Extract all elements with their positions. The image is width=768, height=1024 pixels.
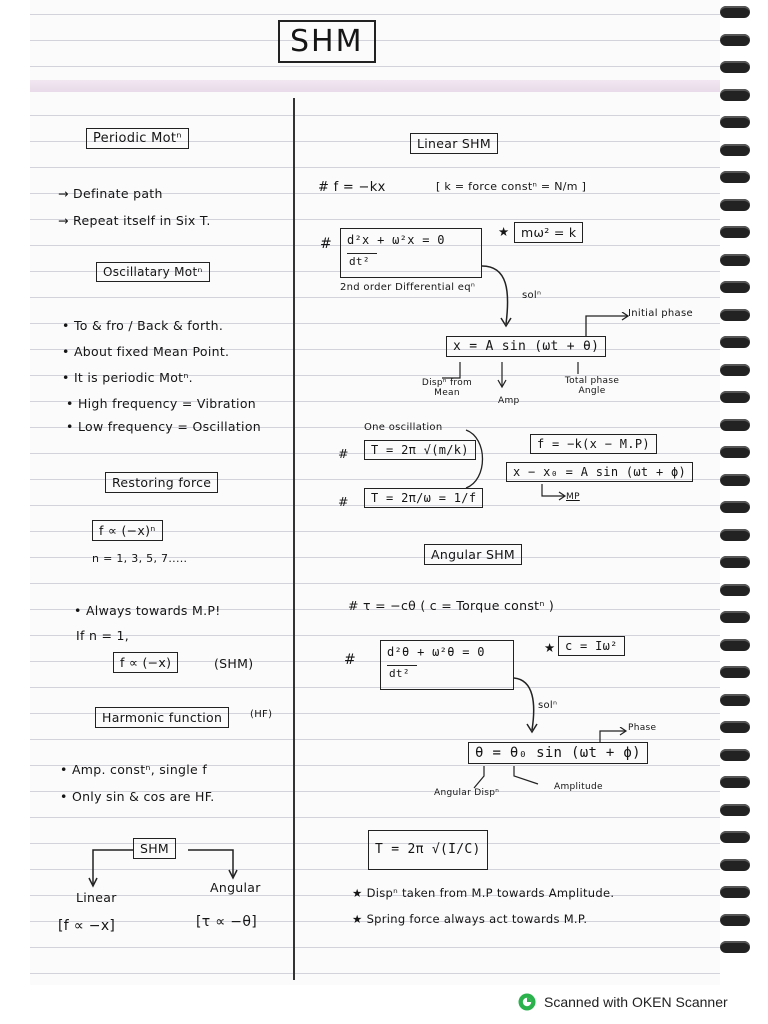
- initial-phase-label: Initial phase: [628, 308, 693, 319]
- solution-arrow: [480, 262, 520, 332]
- oken-scanner-logo-icon: [518, 993, 536, 1011]
- angular-relation: [τ ∝ −θ]: [196, 914, 257, 930]
- spiral-ring: [720, 721, 750, 733]
- spiral-ring: [720, 116, 750, 128]
- amplitude-label: Amp: [498, 396, 520, 406]
- restoring-force-formula: f ∝ (−x)ⁿ: [92, 520, 163, 541]
- spiral-ring: [720, 941, 750, 953]
- page-top-margin: [30, 80, 720, 92]
- hash-symbol-1: #: [320, 236, 333, 252]
- harmonic-tag: (HF): [250, 709, 273, 720]
- solution-label-1: solⁿ: [522, 290, 542, 301]
- force-constant-note: [ k = force constⁿ = N/m ]: [436, 180, 587, 193]
- spiral-ring: [720, 281, 750, 293]
- oscillatory-point-3: • It is periodic Motⁿ.: [62, 370, 193, 385]
- mw-squared-equation: mω² = k: [514, 222, 583, 243]
- spiral-ring: [720, 584, 750, 596]
- spiral-ring: [720, 364, 750, 376]
- mp-label: MP: [566, 492, 580, 502]
- spiral-ring: [720, 89, 750, 101]
- spiral-ring: [720, 666, 750, 678]
- harmonic-point-2: • Only sin & cos are HF.: [60, 789, 215, 804]
- linear-label: Linear: [76, 890, 117, 905]
- spiral-ring: [720, 804, 750, 816]
- hash-symbol-2: #: [338, 446, 349, 461]
- spiral-ring: [720, 446, 750, 458]
- shm-tag: (SHM): [214, 656, 254, 671]
- shm-force-formula: f ∝ (−x): [113, 652, 178, 673]
- angular-pointer-arrows: [470, 766, 560, 790]
- total-phase-label: Total phase Angle: [564, 376, 620, 396]
- spiral-ring: [720, 886, 750, 898]
- linear-diff-eq-top: d²x + ω²x = 0: [347, 233, 445, 247]
- column-divider: [293, 98, 295, 980]
- angular-diff-eq-box: [380, 640, 514, 690]
- spiral-ring: [720, 474, 750, 486]
- if-n-equals-1: If n = 1,: [76, 628, 130, 643]
- oscillatory-point-4: • High frequency = Vibration: [66, 396, 256, 411]
- second-order-label: 2nd order Differential eqⁿ: [340, 282, 476, 293]
- angular-displacement-label: Angular Dispⁿ: [434, 788, 500, 798]
- restoring-force-heading: Restoring force: [105, 472, 218, 493]
- period-equation: T = 2π √(m/k): [364, 440, 476, 460]
- spiral-ring: [720, 529, 750, 541]
- spiral-ring: [720, 391, 750, 403]
- linear-displacement-equation: x = A sin (ωt + θ): [446, 336, 606, 357]
- periodic-point-2: → Repeat itself in Six T.: [58, 213, 211, 228]
- angular-diff-eq-top: d²θ + ω²θ = 0: [387, 645, 485, 659]
- oscillatory-point-2: • About fixed Mean Point.: [62, 344, 230, 359]
- spiral-ring: [720, 144, 750, 156]
- spiral-ring: [720, 6, 750, 18]
- spiral-ring: [720, 226, 750, 238]
- initial-phase-arrow: [582, 312, 632, 338]
- shm-classification-box: SHM: [133, 838, 176, 859]
- angular-diff-eq-bottom: dt²: [389, 667, 410, 680]
- oscillatory-point-1: • To & fro / Back & forth.: [62, 318, 224, 333]
- spiral-ring: [720, 171, 750, 183]
- spiral-ring: [720, 831, 750, 843]
- scanner-watermark: [518, 990, 728, 1014]
- spiral-ring: [720, 199, 750, 211]
- spiral-ring: [720, 611, 750, 623]
- oscillation-bracket: [462, 428, 492, 492]
- restoring-note: • Always towards M.P!: [74, 603, 221, 618]
- oscillatory-motion-heading: Oscillatary Motⁿ: [96, 262, 210, 282]
- restoring-n-values: n = 1, 3, 5, 7.....: [92, 552, 188, 565]
- periodic-motion-heading: Periodic Motⁿ: [86, 128, 189, 149]
- spiral-ring: [720, 639, 750, 651]
- angular-displacement-equation: θ = θ₀ sin (ωt + ϕ): [468, 742, 648, 764]
- solution-label-2: solⁿ: [538, 700, 558, 711]
- angular-period-equation: T = 2π √(I/C): [368, 830, 488, 870]
- angular-constant-equation: c = Iω²: [558, 636, 625, 656]
- spiral-ring: [720, 336, 750, 348]
- spiral-ring: [720, 61, 750, 73]
- force-equation: # f = −kx: [318, 180, 386, 195]
- amplitude-label-2: Amplitude: [554, 782, 603, 792]
- displacement-label: Dispⁿ from Mean: [421, 378, 473, 398]
- spiral-ring: [720, 859, 750, 871]
- note-spring-force: ★ Spring force always act towards M.P.: [352, 912, 588, 926]
- angular-shm-heading: Angular SHM: [424, 544, 522, 565]
- spiral-ring: [720, 556, 750, 568]
- scanner-text: Scanned with OKEN Scanner: [544, 994, 728, 1010]
- periodic-point-1: → Definate path: [58, 186, 163, 201]
- harmonic-function-heading: Harmonic function: [95, 707, 229, 728]
- force-mean-point-equation: f = −k(x − M.P): [530, 434, 657, 454]
- shifted-displacement-equation: x − x₀ = A sin (ωt + ϕ): [506, 462, 693, 482]
- spiral-ring: [720, 34, 750, 46]
- spiral-ring: [720, 419, 750, 431]
- spiral-binding: [714, 0, 750, 985]
- period-frequency-equation: T = 2π/ω = 1/f: [364, 488, 483, 508]
- page-title: SHM: [278, 20, 376, 63]
- spiral-ring: [720, 501, 750, 513]
- spiral-ring: [720, 749, 750, 761]
- oscillatory-point-5: • Low frequency = Oscillation: [66, 419, 261, 434]
- note-displacement: ★ Dispⁿ taken from M.P towards Amplitude.: [352, 886, 615, 900]
- linear-shm-heading: Linear SHM: [410, 133, 498, 154]
- star-icon-2: ★: [544, 640, 556, 655]
- torque-equation: # τ = −cθ ( c = Torque constⁿ ): [348, 598, 555, 613]
- spiral-ring: [720, 254, 750, 266]
- hash-symbol-4: #: [344, 652, 357, 668]
- harmonic-point-1: • Amp. constⁿ, single f: [60, 762, 208, 777]
- linear-diff-eq-box: [340, 228, 482, 278]
- linear-diff-eq-bottom: dt²: [349, 255, 370, 268]
- spiral-ring: [720, 694, 750, 706]
- phase-label: Phase: [628, 723, 657, 733]
- linear-relation: [f ∝ −x]: [58, 918, 116, 934]
- hash-symbol-3: #: [338, 494, 349, 509]
- spiral-ring: [720, 776, 750, 788]
- angular-label: Angular: [210, 880, 261, 895]
- one-oscillation-label: One oscillation: [364, 422, 443, 433]
- star-icon: ★: [498, 224, 510, 239]
- spiral-ring: [720, 309, 750, 321]
- spiral-ring: [720, 914, 750, 926]
